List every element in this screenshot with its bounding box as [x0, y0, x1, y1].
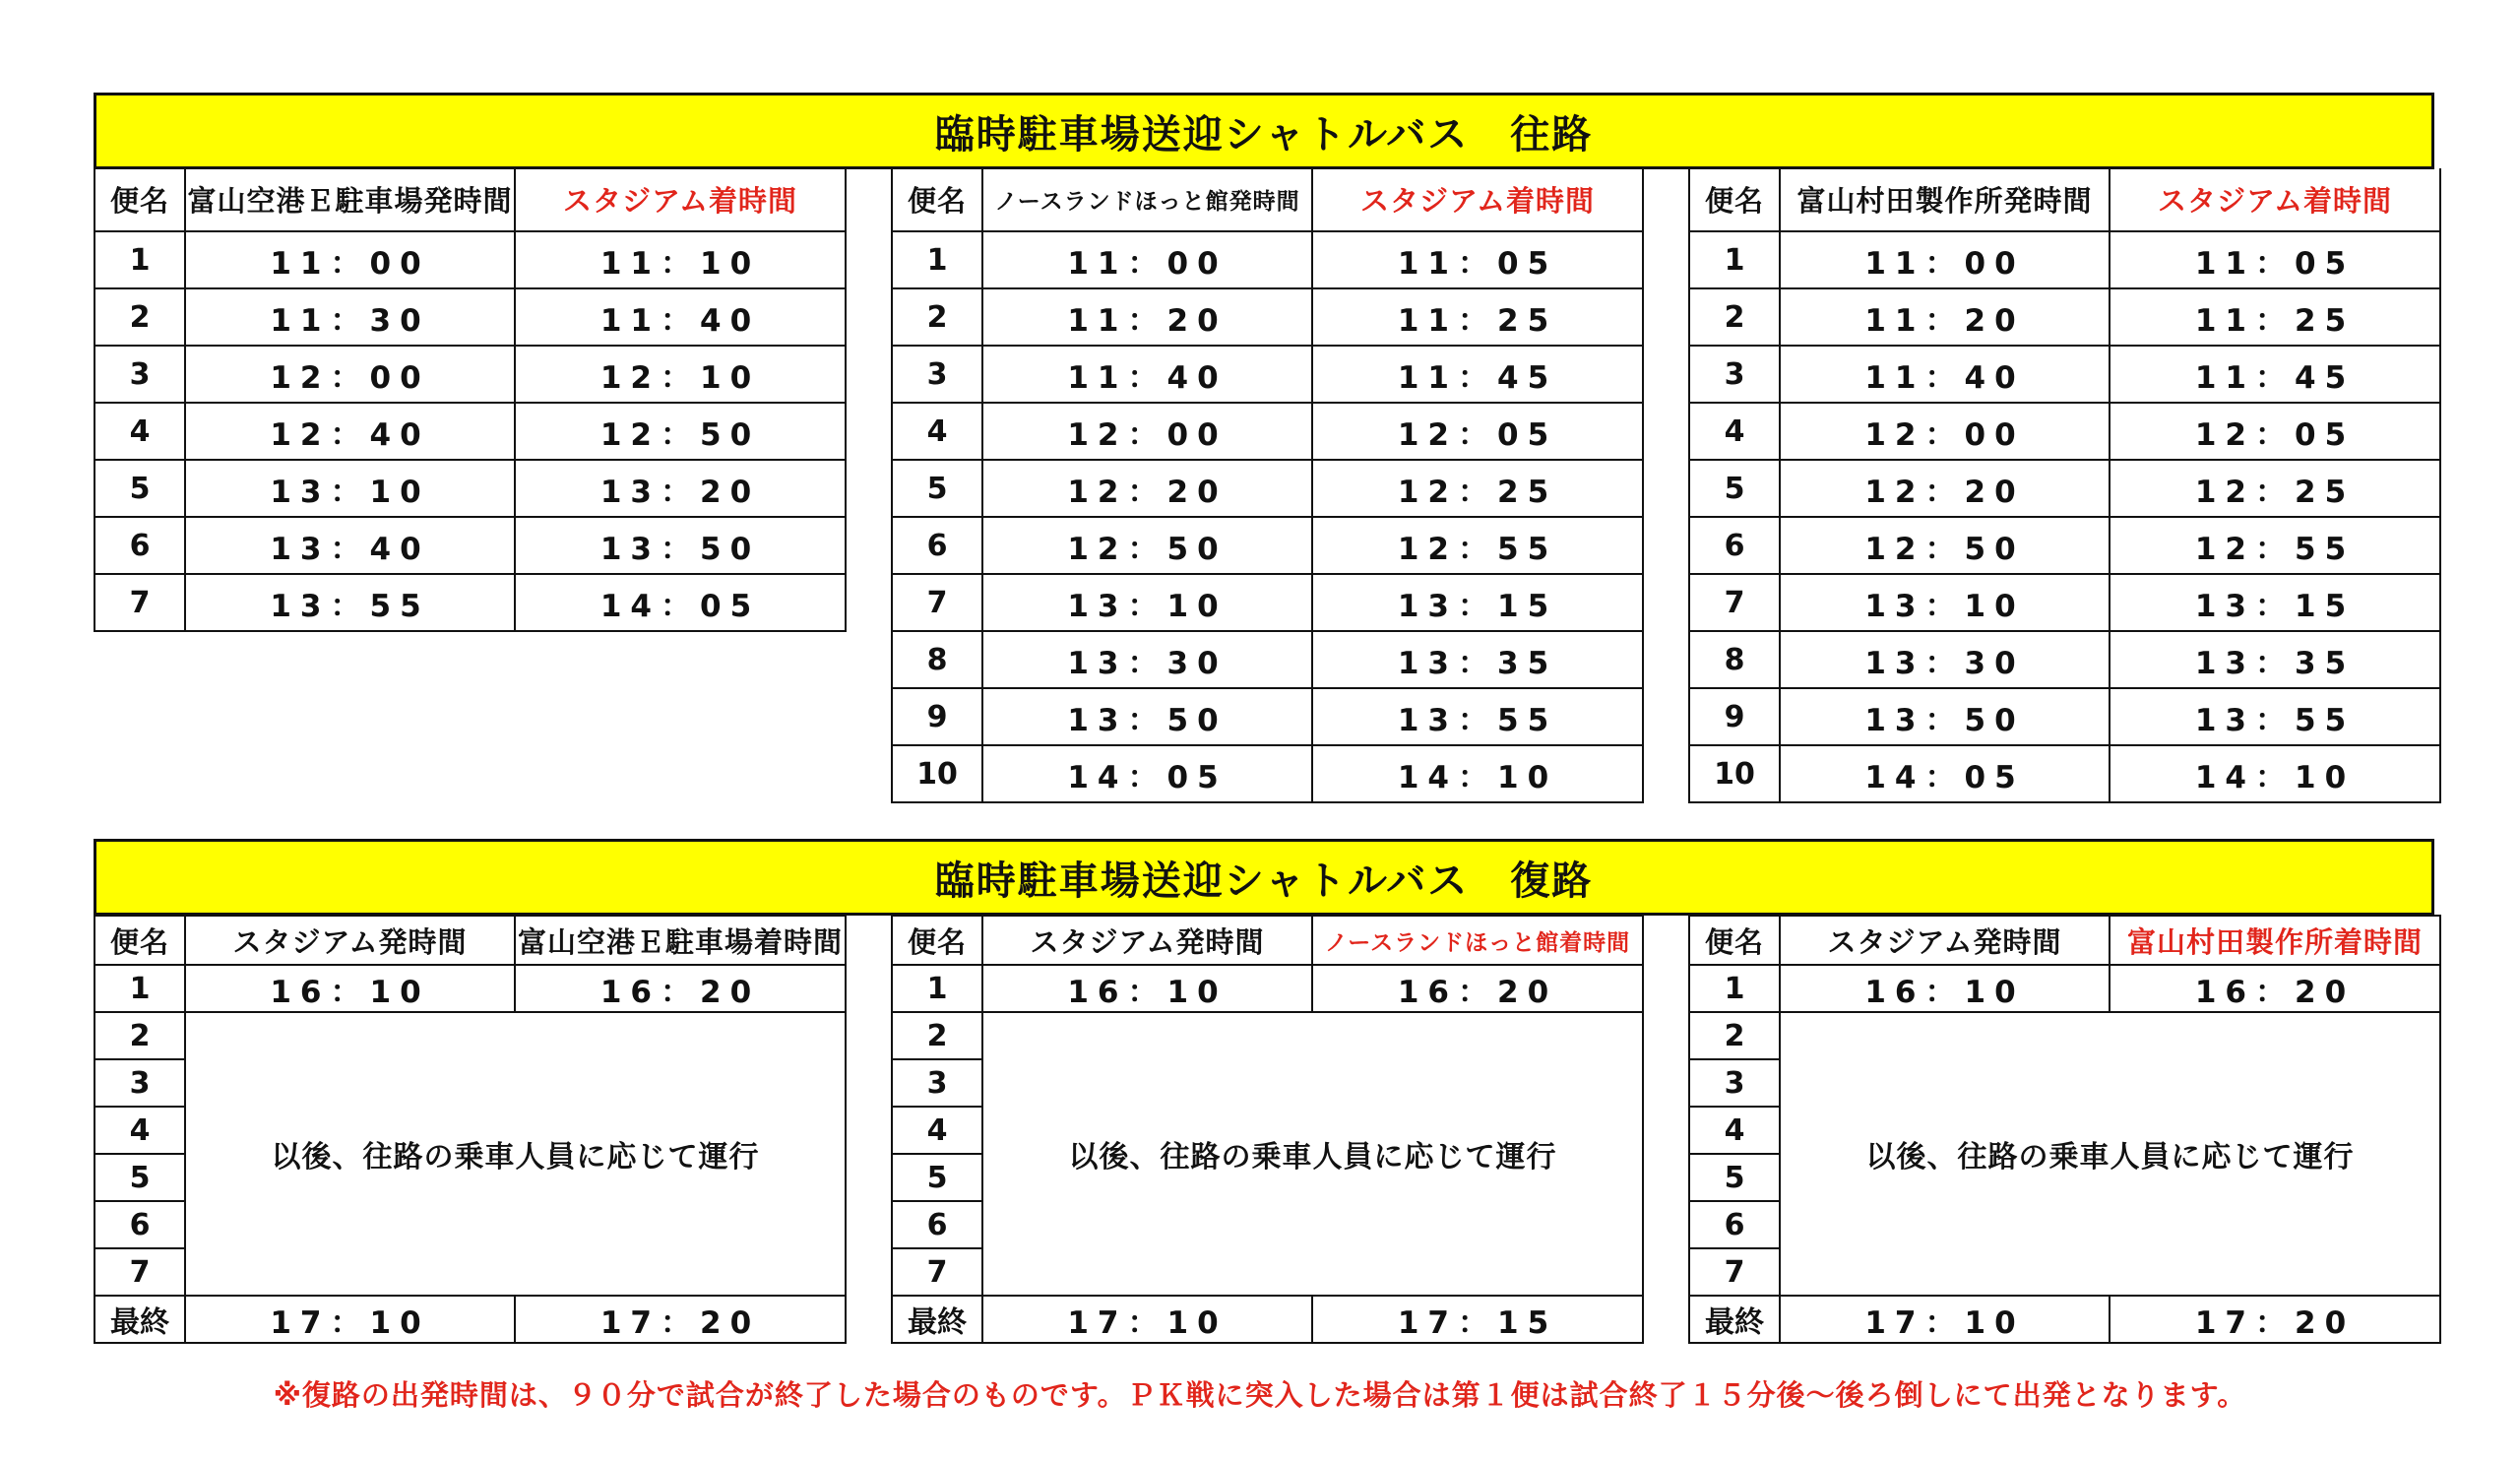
- table-header-row: [94, 916, 846, 965]
- arrive-time-cell: 11：45: [1312, 346, 1643, 403]
- table-row: [892, 288, 1643, 346]
- bus-no-cell: 7: [892, 574, 982, 631]
- bus-no-cell: 7: [892, 1248, 982, 1296]
- arrive-time-cell: 12：25: [2110, 460, 2440, 517]
- header-bus-no: 便名: [892, 168, 982, 231]
- arrive-time-cell: 11：05: [1312, 231, 1643, 288]
- table-row: [1689, 517, 2440, 574]
- table-row: [892, 346, 1643, 403]
- table-row: [892, 688, 1643, 745]
- return-title: 臨時駐車場送迎シャトルバス 復路: [94, 839, 2434, 916]
- table-row: [94, 1012, 846, 1059]
- bus-no-cell: 6: [892, 517, 982, 574]
- arrive-time-cell: 13：55: [1312, 688, 1643, 745]
- header-bus-no: 便名: [892, 916, 982, 965]
- arrive-time-cell: 16：20: [2110, 965, 2440, 1012]
- table-row: [892, 1012, 1643, 1059]
- bus-no-cell: 5: [94, 1154, 185, 1201]
- bus-no-cell: 3: [94, 1059, 185, 1107]
- table-row: [94, 460, 846, 517]
- depart-time-cell: 16：10: [185, 965, 515, 1012]
- arrive-time-cell: 16：20: [1312, 965, 1643, 1012]
- arrive-time-cell: 13：35: [1312, 631, 1643, 688]
- bus-no-cell: 8: [892, 631, 982, 688]
- depart-time-cell: 11：00: [982, 231, 1312, 288]
- header-arrive: 富山村田製作所着時間: [2110, 916, 2440, 965]
- bus-no-cell: 1: [94, 965, 185, 1012]
- arrive-time-cell: 14：05: [515, 574, 846, 631]
- header-arrive: スタジアム着時間: [2110, 168, 2440, 231]
- depart-time-cell: 14：05: [1780, 745, 2110, 802]
- table-row: [1689, 231, 2440, 288]
- table-row: [1689, 460, 2440, 517]
- bus-no-cell: 3: [94, 346, 185, 403]
- bus-no-cell: 2: [892, 288, 982, 346]
- depart-time-cell: 16：10: [1780, 965, 2110, 1012]
- depart-time-cell: 13：50: [982, 688, 1312, 745]
- arrive-time-cell: 16：20: [515, 965, 846, 1012]
- bus-no-cell: 最終: [1689, 1296, 1780, 1343]
- table-row: [94, 574, 846, 631]
- header-arrive: スタジアム着時間: [515, 168, 846, 231]
- arrive-time-cell: 13：20: [515, 460, 846, 517]
- header-arrive: ノースランドほっと館着時間: [1312, 916, 1643, 965]
- table-row: [892, 231, 1643, 288]
- bus-no-cell: 6: [1689, 517, 1780, 574]
- depart-time-cell: 11：20: [982, 288, 1312, 346]
- bus-no-cell: 5: [892, 460, 982, 517]
- depart-time-cell: 11：40: [1780, 346, 2110, 403]
- bus-no-cell: 7: [94, 574, 185, 631]
- bus-no-cell: 2: [94, 288, 185, 346]
- arrive-time-cell: 11：45: [2110, 346, 2440, 403]
- table-header-row: [1689, 168, 2440, 231]
- arrive-time-cell: 13：15: [2110, 574, 2440, 631]
- depart-time-cell: 11：00: [185, 231, 515, 288]
- bus-no-cell: 4: [892, 403, 982, 460]
- bus-no-cell: 5: [94, 460, 185, 517]
- arrive-time-cell: 11：05: [2110, 231, 2440, 288]
- arrive-time-cell: 13：15: [1312, 574, 1643, 631]
- bus-no-cell: 2: [892, 1012, 982, 1059]
- bus-no-cell: 1: [892, 965, 982, 1012]
- arrive-time-cell: 13：55: [2110, 688, 2440, 745]
- outbound-title: 臨時駐車場送迎シャトルバス 往路: [94, 93, 2434, 169]
- table-row: [1689, 631, 2440, 688]
- table-row: [1689, 965, 2440, 1012]
- table-row: [94, 1296, 846, 1343]
- arrive-time-cell: 14：10: [2110, 745, 2440, 802]
- table-header-row: [1689, 916, 2440, 965]
- depart-time-cell: 12：50: [982, 517, 1312, 574]
- return-table-murata: [1688, 915, 2441, 1344]
- depart-time-cell: 13：55: [185, 574, 515, 631]
- header-depart: ノースランドほっと館発時間: [982, 168, 1312, 231]
- bus-no-cell: 9: [892, 688, 982, 745]
- outbound-table-northland: [891, 168, 1644, 803]
- bus-no-cell: 1: [94, 231, 185, 288]
- bus-no-cell: 7: [94, 1248, 185, 1296]
- arrive-time-cell: 11：25: [2110, 288, 2440, 346]
- header-depart: スタジアム発時間: [982, 916, 1312, 965]
- table-row: [94, 231, 846, 288]
- bus-no-cell: 1: [1689, 231, 1780, 288]
- bus-no-cell: 4: [892, 1107, 982, 1154]
- table-row: [892, 1296, 1643, 1343]
- arrive-time-cell: 17：15: [1312, 1296, 1643, 1343]
- outbound-table-murata: [1688, 168, 2441, 803]
- return-table-airport: [94, 915, 847, 1344]
- bus-no-cell: 3: [1689, 346, 1780, 403]
- arrive-time-cell: 13：35: [2110, 631, 2440, 688]
- table-row: [1689, 745, 2440, 802]
- depart-time-cell: 12：40: [185, 403, 515, 460]
- depart-time-cell: 16：10: [982, 965, 1312, 1012]
- operation-note: 以後、往路の乗車人員に応じて運行: [1780, 1012, 2440, 1296]
- depart-time-cell: 12：00: [1780, 403, 2110, 460]
- header-bus-no: 便名: [94, 916, 185, 965]
- depart-time-cell: 13：10: [982, 574, 1312, 631]
- table-row: [1689, 1296, 2440, 1343]
- bus-no-cell: 6: [1689, 1201, 1780, 1248]
- arrive-time-cell: 12：25: [1312, 460, 1643, 517]
- table-row: [94, 965, 846, 1012]
- depart-time-cell: 17：10: [982, 1296, 1312, 1343]
- depart-time-cell: 13：40: [185, 517, 515, 574]
- table-row: [94, 403, 846, 460]
- bus-no-cell: 5: [1689, 1154, 1780, 1201]
- header-arrive: スタジアム着時間: [1312, 168, 1643, 231]
- depart-time-cell: 11：40: [982, 346, 1312, 403]
- depart-time-cell: 11：20: [1780, 288, 2110, 346]
- depart-time-cell: 12：20: [1780, 460, 2110, 517]
- outbound-table-airport: [94, 168, 847, 632]
- table-row: [892, 460, 1643, 517]
- header-depart: 富山空港Ｅ駐車場発時間: [185, 168, 515, 231]
- header-depart: 富山村田製作所発時間: [1780, 168, 2110, 231]
- bus-no-cell: 3: [1689, 1059, 1780, 1107]
- depart-time-cell: 11：00: [1780, 231, 2110, 288]
- bus-no-cell: 2: [1689, 288, 1780, 346]
- arrive-time-cell: 17：20: [515, 1296, 846, 1343]
- bus-no-cell: 2: [1689, 1012, 1780, 1059]
- arrive-time-cell: 17：20: [2110, 1296, 2440, 1343]
- table-row: [94, 517, 846, 574]
- arrive-time-cell: 13：50: [515, 517, 846, 574]
- table-header-row: [892, 916, 1643, 965]
- footnote: ※復路の出発時間は、９０分で試合が終了した場合のものです。ＰＫ戦に突入した場合は第１便は試合終了１５分後～後ろ倒しにて出発となります。: [273, 1378, 2247, 1412]
- bus-no-cell: 6: [94, 1201, 185, 1248]
- table-row: [892, 517, 1643, 574]
- return-table-northland: [891, 915, 1644, 1344]
- table-header-row: [892, 168, 1643, 231]
- bus-no-cell: 6: [94, 517, 185, 574]
- depart-time-cell: 13：50: [1780, 688, 2110, 745]
- depart-time-cell: 13：10: [1780, 574, 2110, 631]
- depart-time-cell: 12：00: [185, 346, 515, 403]
- depart-time-cell: 13：10: [185, 460, 515, 517]
- header-bus-no: 便名: [1689, 168, 1780, 231]
- arrive-time-cell: 11：40: [515, 288, 846, 346]
- bus-no-cell: 5: [1689, 460, 1780, 517]
- table-header-row: [94, 168, 846, 231]
- table-row: [892, 965, 1643, 1012]
- arrive-time-cell: 14：10: [1312, 745, 1643, 802]
- table-row: [1689, 688, 2440, 745]
- arrive-time-cell: 12：10: [515, 346, 846, 403]
- arrive-time-cell: 12：50: [515, 403, 846, 460]
- table-row: [94, 288, 846, 346]
- table-row: [1689, 346, 2440, 403]
- depart-time-cell: 13：30: [982, 631, 1312, 688]
- arrive-time-cell: 11：25: [1312, 288, 1643, 346]
- bus-no-cell: 5: [892, 1154, 982, 1201]
- depart-time-cell: 17：10: [185, 1296, 515, 1343]
- bus-no-cell: 4: [94, 1107, 185, 1154]
- table-row: [1689, 1012, 2440, 1059]
- bus-no-cell: 4: [1689, 1107, 1780, 1154]
- arrive-time-cell: 12：55: [1312, 517, 1643, 574]
- table-row: [94, 346, 846, 403]
- bus-no-cell: 4: [1689, 403, 1780, 460]
- depart-time-cell: 13：30: [1780, 631, 2110, 688]
- depart-time-cell: 12：50: [1780, 517, 2110, 574]
- bus-no-cell: 1: [892, 231, 982, 288]
- bus-no-cell: 最終: [94, 1296, 185, 1343]
- operation-note: 以後、往路の乗車人員に応じて運行: [185, 1012, 846, 1296]
- bus-no-cell: 3: [892, 346, 982, 403]
- header-arrive: 富山空港Ｅ駐車場着時間: [515, 916, 846, 965]
- bus-no-cell: 8: [1689, 631, 1780, 688]
- bus-no-cell: 最終: [892, 1296, 982, 1343]
- depart-time-cell: 12：00: [982, 403, 1312, 460]
- table-row: [892, 403, 1643, 460]
- table-row: [892, 631, 1643, 688]
- bus-no-cell: 4: [94, 403, 185, 460]
- bus-no-cell: 9: [1689, 688, 1780, 745]
- table-row: [892, 745, 1643, 802]
- arrive-time-cell: 12：05: [2110, 403, 2440, 460]
- table-row: [1689, 574, 2440, 631]
- arrive-time-cell: 11：10: [515, 231, 846, 288]
- bus-no-cell: 3: [892, 1059, 982, 1107]
- table-row: [892, 574, 1643, 631]
- depart-time-cell: 11：30: [185, 288, 515, 346]
- bus-no-cell: 2: [94, 1012, 185, 1059]
- bus-no-cell: 1: [1689, 965, 1780, 1012]
- header-depart: スタジアム発時間: [185, 916, 515, 965]
- header-bus-no: 便名: [1689, 916, 1780, 965]
- operation-note: 以後、往路の乗車人員に応じて運行: [982, 1012, 1643, 1296]
- bus-no-cell: 10: [892, 745, 982, 802]
- bus-no-cell: 6: [892, 1201, 982, 1248]
- arrive-time-cell: 12：05: [1312, 403, 1643, 460]
- header-depart: スタジアム発時間: [1780, 916, 2110, 965]
- bus-no-cell: 10: [1689, 745, 1780, 802]
- bus-no-cell: 7: [1689, 574, 1780, 631]
- bus-no-cell: 7: [1689, 1248, 1780, 1296]
- table-row: [1689, 288, 2440, 346]
- arrive-time-cell: 12：55: [2110, 517, 2440, 574]
- table-row: [1689, 403, 2440, 460]
- depart-time-cell: 17：10: [1780, 1296, 2110, 1343]
- header-bus-no: 便名: [94, 168, 185, 231]
- depart-time-cell: 14：05: [982, 745, 1312, 802]
- depart-time-cell: 12：20: [982, 460, 1312, 517]
